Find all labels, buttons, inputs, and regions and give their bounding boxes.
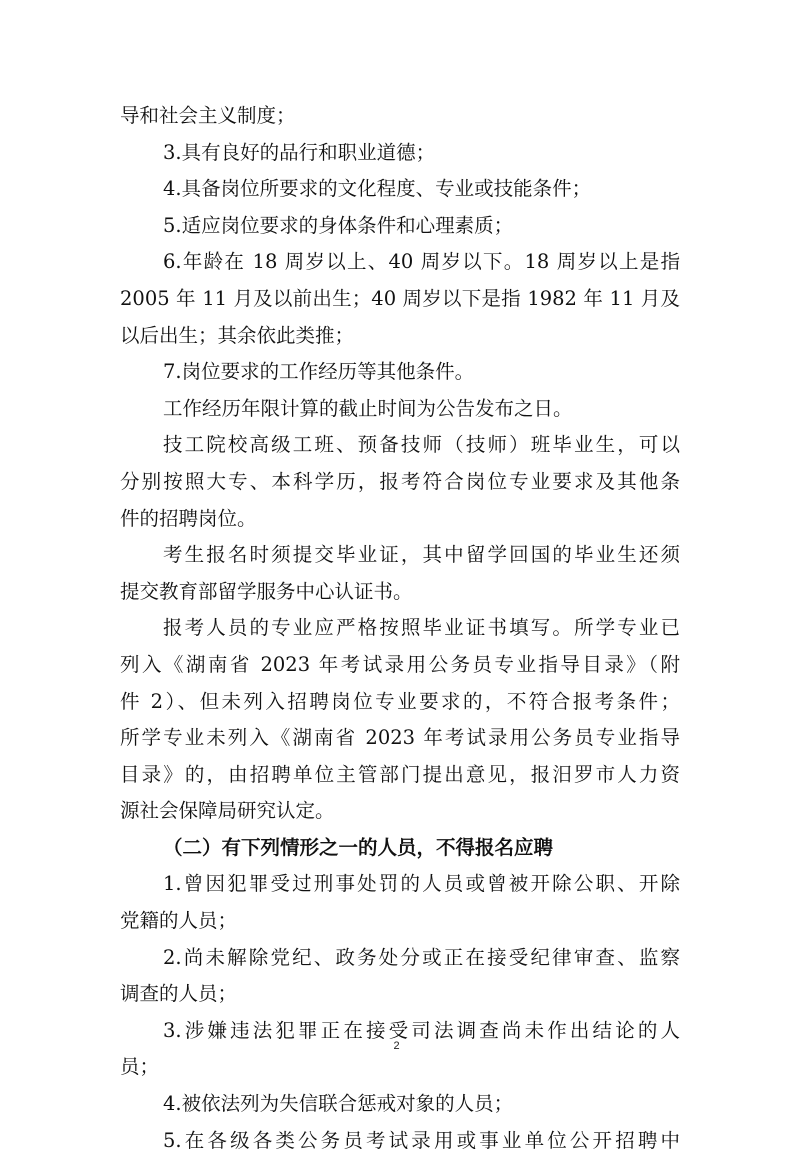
text-line: 4.被依法列为失信联合惩戒对象的人员； bbox=[163, 1092, 514, 1116]
text-line: 提交教育部留学服务中心认证书。 bbox=[120, 579, 413, 603]
section-heading: （二）有下列情形之一的人员，不得报名应聘 bbox=[163, 835, 554, 859]
text-line: 2.尚未解除党纪、政务处分或正在接受纪律审查、监察 bbox=[163, 945, 680, 969]
text-line: 2005 年 11 月及以前出生；40 周岁以下是指 1982 年 11 月及 bbox=[120, 286, 680, 310]
text-line: 以后出生；其余依此类推； bbox=[120, 323, 355, 347]
text-line: 件 2）、但未列入招聘岗位专业要求的，不符合报考条件； bbox=[120, 689, 680, 713]
text-line: 目录》的，由招聘单位主管部门提出意见，报汨罗市人力资 bbox=[120, 762, 680, 786]
text-line: 列入《湖南省 2023 年考试录用公务员专业指导目录》（附 bbox=[120, 652, 680, 676]
text-line: 报考人员的专业应严格按照毕业证书填写。所学专业已 bbox=[163, 616, 680, 640]
text-line: 技工院校高级工班、预备技师（技师）班毕业生，可以 bbox=[163, 433, 680, 457]
text-line: 3.具有良好的品行和职业道德； bbox=[163, 140, 436, 164]
text-line: 调查的人员； bbox=[120, 982, 238, 1006]
body-text bbox=[120, 98, 680, 1159]
text-line: 件的招聘岗位。 bbox=[120, 506, 257, 530]
text-line: 所学专业未列入《湖南省 2023 年考试录用公务员专业指导 bbox=[120, 726, 680, 750]
text-line: 4.具备岗位所要求的文化程度、专业或技能条件； bbox=[163, 177, 592, 201]
text-line: 党籍的人员； bbox=[120, 909, 238, 933]
text-line: 7.岗位要求的工作经历等其他条件。 bbox=[163, 360, 475, 384]
text-line: 1.曾因犯罪受过刑事处罚的人员或曾被开除公职、开除 bbox=[163, 872, 680, 896]
text-line: 考生报名时须提交毕业证，其中留学回国的毕业生还须 bbox=[163, 543, 680, 567]
text-line: 员； bbox=[120, 1055, 160, 1079]
text-line: 6.年龄在 18 周岁以上、40 周岁以下。18 周岁以上是指 bbox=[163, 250, 680, 274]
text-line: 导和社会主义制度； bbox=[120, 104, 296, 127]
text-line: 5.适应岗位要求的身体条件和心理素质； bbox=[163, 213, 514, 237]
text-line: 分别按照大专、本科学历，报考符合岗位专业要求及其他条 bbox=[120, 469, 680, 493]
text-line: 工作经历年限计算的截止时间为公告发布之日。 bbox=[163, 396, 573, 420]
text-line: 3.涉嫌违法犯罪正在接受司法调查尚未作出结论的人 bbox=[163, 1018, 680, 1042]
text-line: 源社会保障局研究认定。 bbox=[120, 799, 335, 823]
page-number: 2 bbox=[393, 1040, 400, 1052]
text-line: 5.在各级各类公务员考试录用或事业单位公开招聘中 bbox=[163, 1128, 680, 1152]
